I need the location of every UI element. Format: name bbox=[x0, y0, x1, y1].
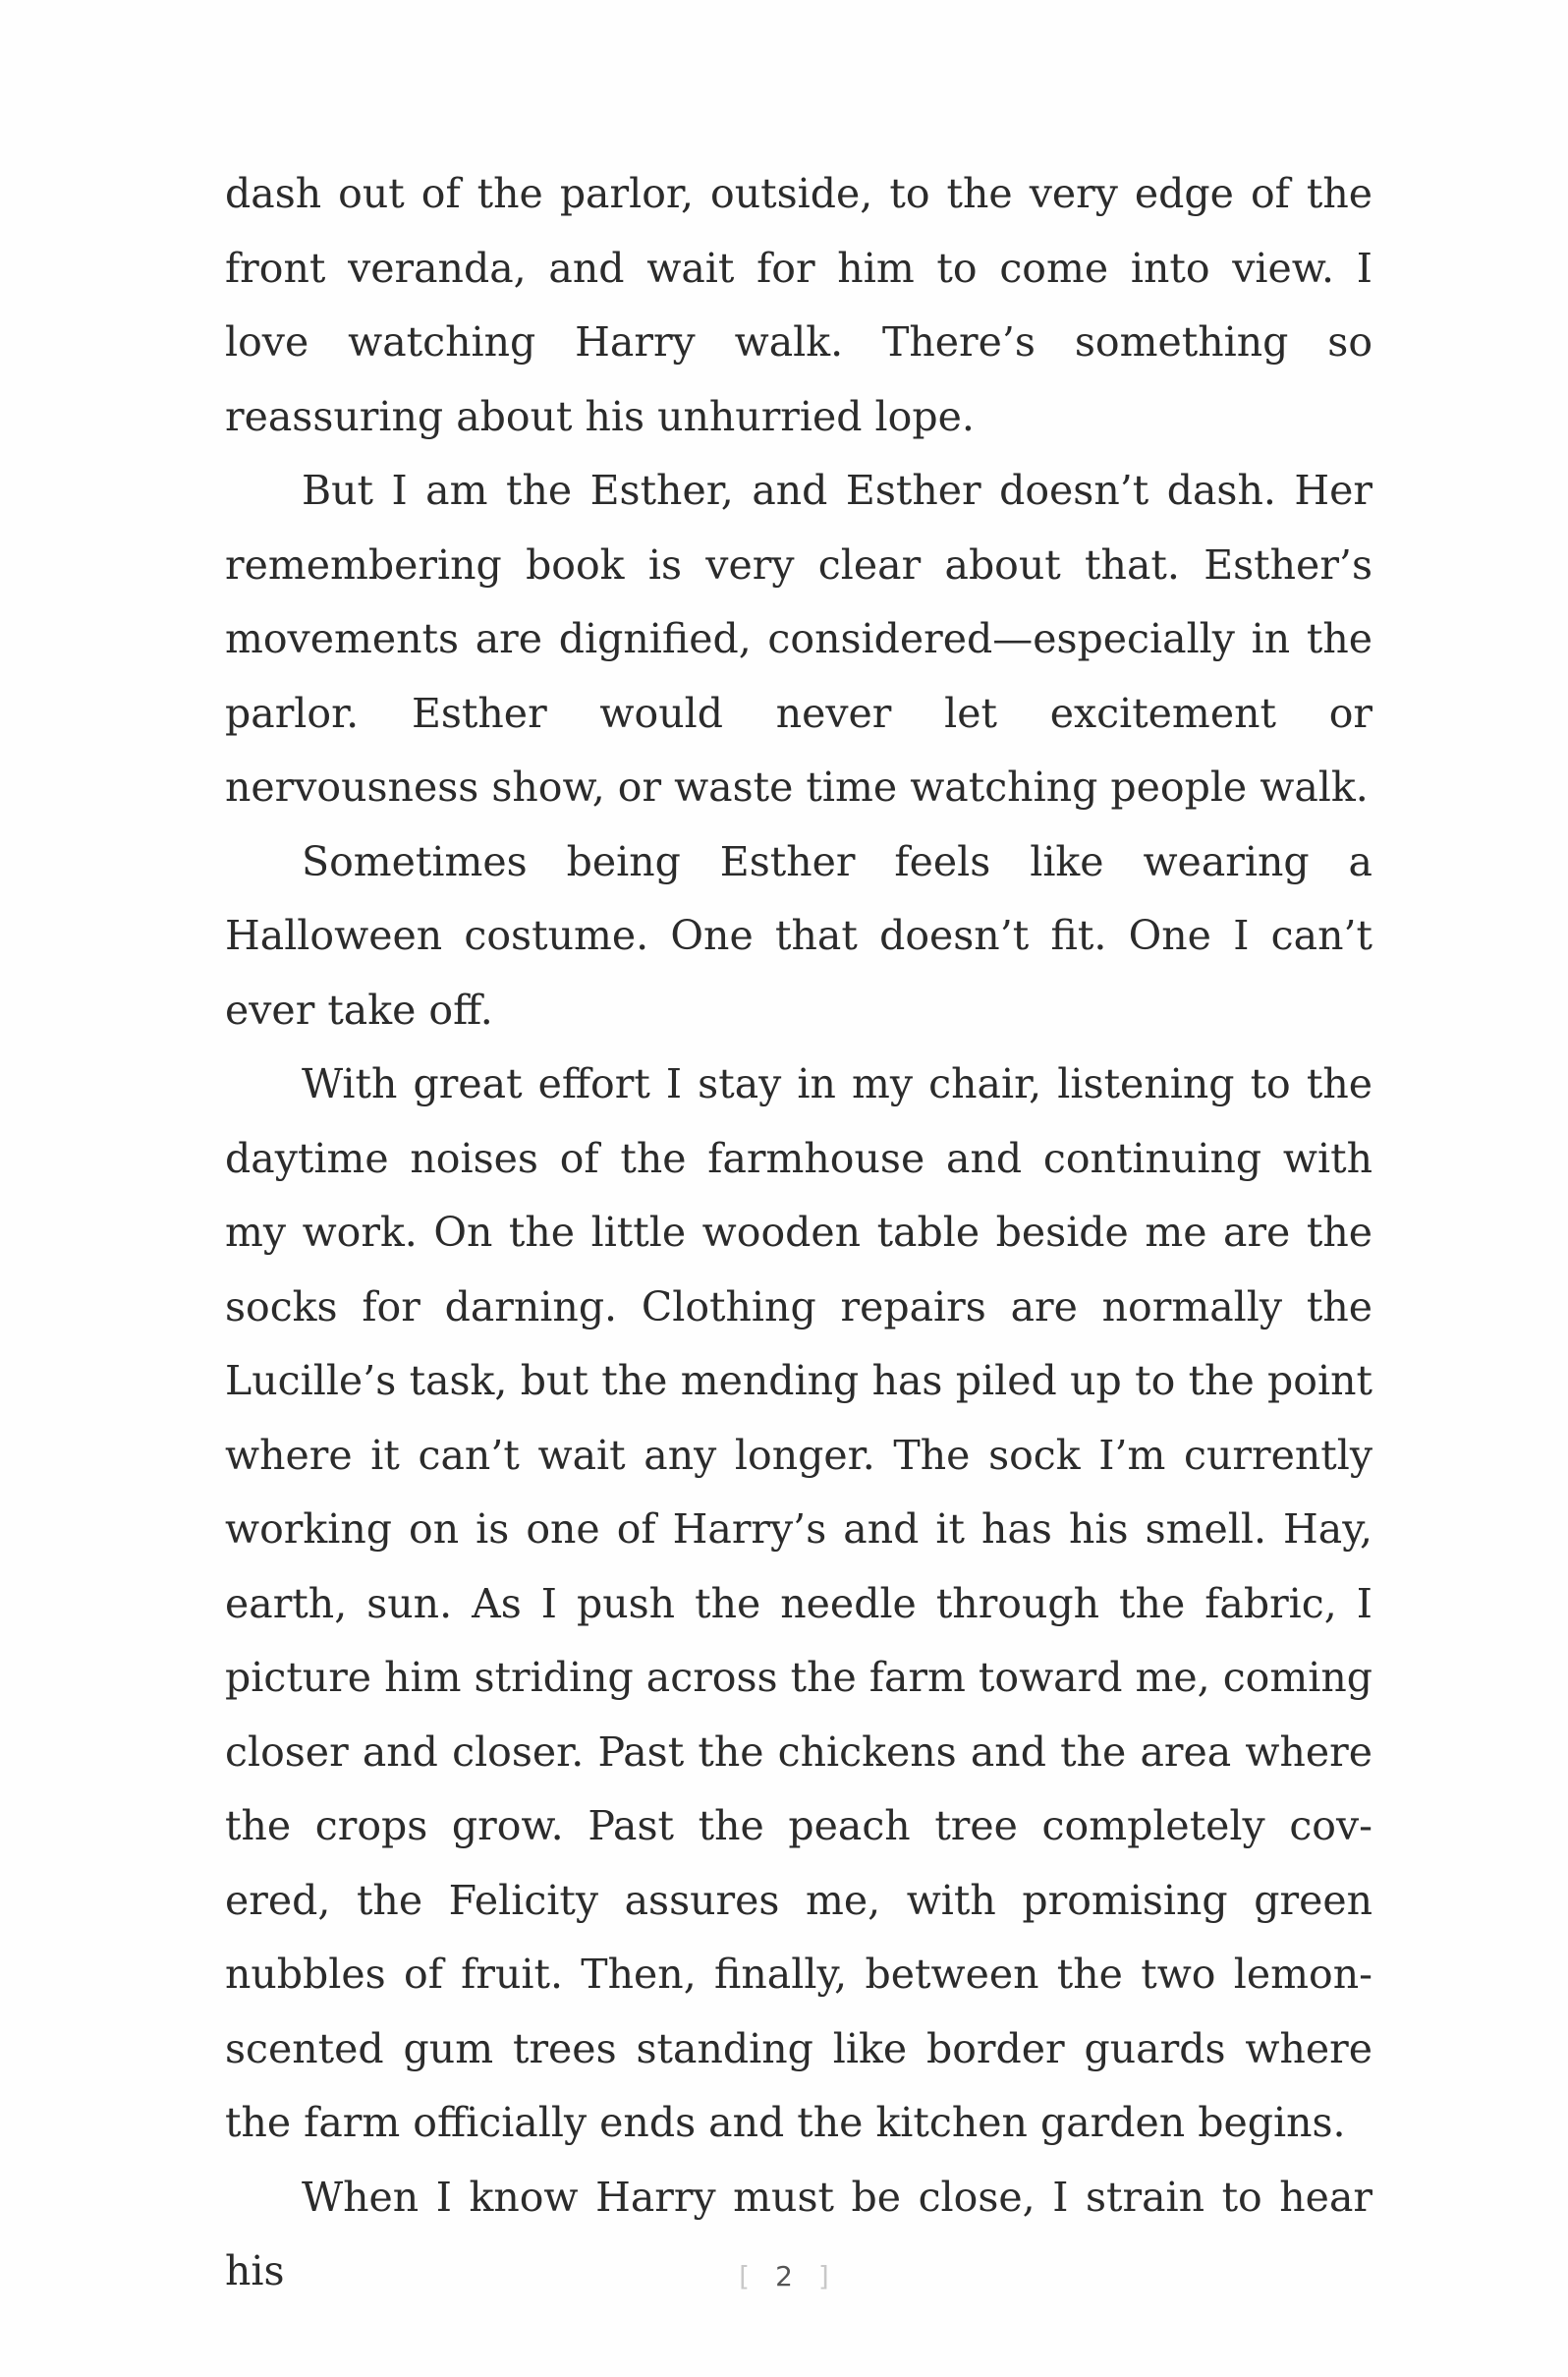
page-number bbox=[0, 2260, 1568, 2292]
paragraph-2: But I am the Esther, and Esther doesn’t dash. Her remembering book is very clear about that. Esther’s movements are dignified, considered—especially in the parlor. Esther would never let excitement or nervousness show, or waste time watching people walk. bbox=[225, 467, 1372, 811]
page-number-left-ornament: [ bbox=[739, 2260, 751, 2292]
body-text bbox=[225, 157, 1372, 2309]
page-number-value: 2 bbox=[775, 2260, 793, 2292]
page-number-right-ornament: ] bbox=[817, 2260, 829, 2292]
paragraph-4: With great effort I stay in my chair, listening to the daytime noises of the farmhouse and continuing with my work. On the little wooden table beside me are the socks for darning. Clothing repairs are normally the Lucille’s task, but the mending has piled up to the point where it can’t wait any longer. The sock I’m currently working on is one of Harry’s and it has his smell. Hay, earth, sun. As I push the needle through the fabric, I picture him striding across the farm toward me, coming closer and closer. Past the chickens and the area where the crops grow. Past the peach tree completely covered, the Felicity assures me, with promising green nubbles of fruit. Then, finally, between the two lemon-scented gum trees standing like border guards where the farm officially ends and the kitchen garden begins. bbox=[225, 1060, 1372, 2146]
paragraph-3: Sometimes being Esther feels like wearing a Halloween costume. One that doesn’t fit. One I can’t ever take off. bbox=[225, 837, 1372, 1034]
paragraph-1: dash out of the parlor, outside, to the very edge of the front veranda, and wait for him to come into view. I love watching Harry walk. There’s something so reassuring about his unhurried lope. bbox=[225, 170, 1372, 440]
paragraph-5: When I know Harry must be close, I strain to hear his bbox=[225, 2173, 1372, 2294]
